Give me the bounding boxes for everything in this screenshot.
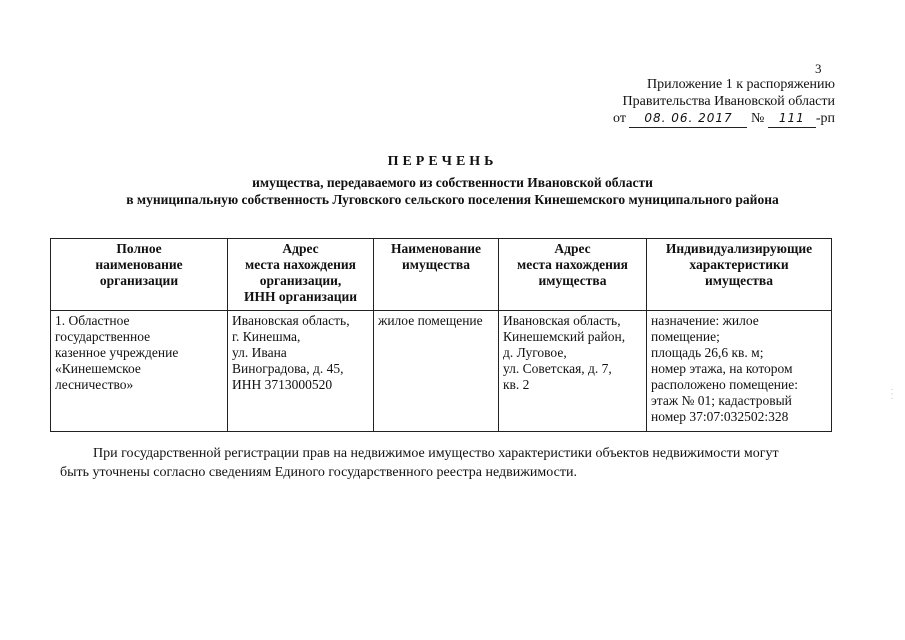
footnote [60,444,837,482]
cell-line: «Кинешемское [55,361,141,376]
header-line: места нахождения [245,257,356,272]
document-title: ПЕРЕЧЕНЬ [387,154,498,169]
cell-property-address [499,311,647,432]
handwritten-number: 111 [768,110,816,128]
cell-line: Виноградова, д. 45, [232,361,344,376]
cell-line: номер этажа, на котором [651,361,793,376]
document-subtitle [0,174,905,208]
cell-line: казенное учреждение [55,345,179,360]
header-line: наименование [95,257,183,272]
cell-line: помещение; [651,329,720,344]
table-row [51,311,832,432]
header-property-characteristics [647,239,832,311]
header-line: Адрес [282,241,319,256]
handwritten-date: 08. 06. 2017 [629,110,747,128]
appendix-date-line [613,110,835,128]
header-line: характеристики [689,257,789,272]
scan-margin-mark: · · · [887,388,896,400]
cell-line: г. Кинешма, [232,329,301,344]
cell-line: Ивановская область, [503,313,621,328]
cell-line: жилое помещение [378,313,483,328]
cell-property-name [374,311,499,432]
appendix-block [613,76,835,128]
cell-line: Кинешемский район, [503,329,626,344]
number-label: № [750,111,765,126]
header-line: организации [99,273,179,288]
table-header-row [51,239,832,311]
cell-line: государственное [55,329,151,344]
footnote-line-1: При государственной регистрации прав на недвижимое имущество характеристики объектов недвижимости могут [93,446,779,461]
header-line: организации, [259,273,342,288]
header-line: места нахождения [517,257,628,272]
header-line: Наименование [391,241,481,256]
cell-line: расположено помещение: [651,377,799,392]
header-organization-name [51,239,228,311]
cell-line: д. Луговое, [503,345,567,360]
property-table [50,238,832,432]
number-suffix: -рп [815,111,835,126]
cell-organization-address [228,311,374,432]
cell-line: кв. 2 [503,377,530,392]
header-line: имущества [705,273,773,288]
appendix-line-1: Приложение 1 к распоряжению [647,77,835,92]
header-property-address [499,239,647,311]
cell-line: назначение: жилое [651,313,759,328]
cell-organization-name [51,311,228,432]
header-organization-address [228,239,374,311]
cell-line: Ивановская область, [232,313,350,328]
cell-line: лесничество» [55,377,134,392]
from-label: от [613,111,626,126]
cell-line: площадь 26,6 кв. м; [651,345,764,360]
page-number: 3 [815,61,822,76]
subtitle-line-1: имущества, передаваемого из собственности Ивановской области [252,175,653,190]
footnote-line-2: быть уточнены согласно сведениям Единого государственного реестра недвижимости. [60,465,577,480]
header-line: Адрес [554,241,591,256]
cell-line: ул. Советская, д. 7, [503,361,612,376]
appendix-line-2: Правительства Ивановской области [622,94,835,109]
header-line: Полное [116,241,162,256]
cell-line: ул. Ивана [232,345,287,360]
cell-line: номер 37:07:032502:328 [651,409,789,424]
header-line: имущества [538,273,607,288]
cell-line: 1. Областное [55,313,130,328]
header-line: Индивидуализирующие [665,241,813,256]
header-line: имущества [402,257,470,272]
header-property-name [374,239,499,311]
header-line: ИНН организации [243,289,358,304]
cell-line: ИНН 3713000520 [232,377,333,392]
cell-line: этаж № 01; кадастровый [651,393,792,408]
cell-property-characteristics [647,311,832,432]
subtitle-line-2: в муниципальную собственность Луговского сельского поселения Кинешемского муниципального района [126,192,779,207]
